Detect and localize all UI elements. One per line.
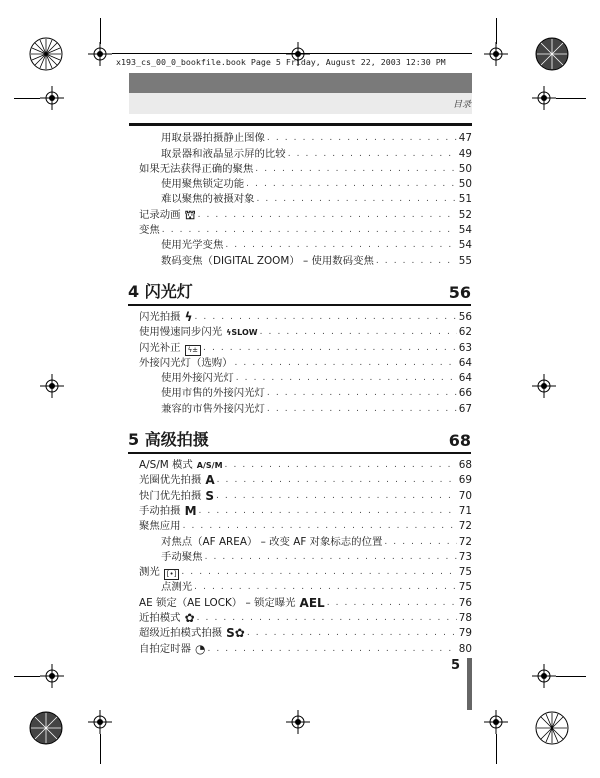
- crosshair-mark-bottom-left: [88, 710, 112, 734]
- toc-entry[interactable]: [139, 340, 472, 355]
- toc-entry-title: 近拍模式: [139, 612, 181, 625]
- toc-entry[interactable]: [139, 146, 472, 161]
- toc-entry-page: 50: [458, 178, 472, 191]
- toc-entry-title: 记录动画: [139, 208, 181, 221]
- toc-entry-title: AE 锁定（AE LOCK） – 锁定曝光: [139, 596, 296, 609]
- registration-mark-bottom-right: [534, 710, 570, 746]
- toc-entry[interactable]: [139, 177, 472, 192]
- toc-entry-page: 64: [458, 356, 472, 369]
- trim-line-bottom-left: [100, 734, 101, 764]
- page-number: 5: [450, 658, 460, 673]
- toc-entry-title: 数码变焦（DIGITAL ZOOM） – 使用数码变焦: [161, 254, 374, 267]
- toc-entry-page: 50: [458, 162, 472, 175]
- toc-entry-page: 69: [458, 474, 472, 487]
- toc-entry-title: 用取景器拍摄静止图像: [161, 132, 265, 145]
- toc-entry-page: 66: [458, 387, 472, 400]
- toc-entry-page: 52: [458, 208, 472, 221]
- toc-entry[interactable]: [139, 580, 472, 595]
- toc-entry-title: 使用光学变焦: [161, 239, 224, 252]
- dot-leader: [267, 402, 457, 417]
- toc-entry-page: 79: [458, 627, 472, 640]
- section-title: 4 闪光灯: [128, 281, 193, 301]
- toc-entry-title: 手动聚焦: [161, 550, 203, 563]
- toc-entry[interactable]: [139, 192, 472, 207]
- toc-entry-title: 点测光: [161, 581, 193, 594]
- mode-symbol-icon: ⛫: [184, 207, 196, 222]
- dot-leader: [376, 254, 457, 269]
- toc-entry-page: 56: [458, 310, 472, 323]
- toc-entry-title: 使用慢速同步闪光: [139, 326, 223, 339]
- toc-entry[interactable]: [139, 325, 472, 340]
- dot-leader: [255, 162, 456, 177]
- toc-entry[interactable]: [139, 223, 472, 238]
- mode-symbol-icon: ✿: [184, 611, 195, 626]
- mode-symbol-icon: S✿: [226, 626, 245, 641]
- dot-leader: [267, 131, 457, 146]
- header-band: [129, 73, 472, 93]
- trim-line-left-bottom: [14, 676, 40, 677]
- header-subband: [129, 93, 472, 114]
- toc-entry-page: 54: [458, 224, 472, 237]
- toc-entry-title: 如果无法获得正确的聚焦: [139, 162, 254, 175]
- toc-entry[interactable]: [139, 595, 472, 610]
- dot-leader: [246, 177, 457, 192]
- crosshair-mark-right-upper: [532, 86, 556, 110]
- dot-leader: [199, 504, 457, 519]
- trim-line-right-top: [556, 98, 586, 99]
- mode-symbol-icon: ϟSLOW: [226, 328, 258, 338]
- toc-section-5-entries: [139, 458, 472, 657]
- print-info: x193_cs_00_0_bookfile.book Page 5 Friday, August 22, 2003 12:30 PM: [116, 57, 446, 67]
- toc-entry-page: 64: [458, 372, 472, 385]
- trim-line-left-top: [14, 98, 40, 99]
- dot-leader: [207, 642, 456, 657]
- toc-entry[interactable]: [139, 131, 472, 146]
- dot-leader: [217, 473, 457, 488]
- toc-entry-page: 75: [458, 566, 472, 579]
- toc-entry-title: A/S/M 模式: [139, 459, 193, 472]
- registration-mark-top-left: [28, 36, 64, 72]
- mode-symbol-icon: ϟ±: [185, 345, 201, 356]
- section-title: 5 高级拍摄: [128, 429, 209, 449]
- toc-entry[interactable]: [139, 207, 472, 222]
- dot-leader: [197, 611, 457, 626]
- crosshair-mark-bottom-right: [484, 710, 508, 734]
- crosshair-mark-left-upper: [40, 86, 64, 110]
- crosshair-mark-top-right: [484, 42, 508, 66]
- trim-line-top-right: [496, 18, 497, 44]
- toc-entry-page: 78: [458, 612, 472, 625]
- section-page: 56: [448, 282, 471, 302]
- dot-leader: [260, 325, 457, 340]
- toc-entry[interactable]: [139, 253, 472, 268]
- toc-entry-page: 72: [458, 520, 472, 533]
- toc-entry[interactable]: [139, 611, 472, 626]
- toc-entry-title: 外接闪光灯（选购）: [139, 356, 233, 369]
- toc-entry-title: 超级近拍模式拍摄: [139, 627, 223, 640]
- toc-entry-page: 55: [458, 254, 472, 267]
- mode-symbol-icon: A/S/M: [196, 461, 223, 471]
- toc-entry[interactable]: [139, 458, 472, 473]
- registration-mark-top-right: [534, 36, 570, 72]
- trim-line-bottom-right: [496, 734, 497, 764]
- toc-entry[interactable]: [139, 550, 472, 565]
- toc-entry-title: 自拍定时器: [139, 642, 191, 655]
- mode-symbol-icon: ϟ: [184, 309, 193, 324]
- toc-entry-title: 测光: [139, 566, 160, 579]
- mode-symbol-icon: M: [184, 503, 197, 518]
- toc-entry-page: 62: [458, 326, 472, 339]
- toc-entry-page: 76: [458, 596, 472, 609]
- toc-entry-title: 快门优先拍摄: [139, 489, 202, 502]
- dot-leader: [236, 371, 457, 386]
- toc-entry-page: 73: [458, 550, 472, 563]
- toc-entry-page: 47: [458, 132, 472, 145]
- toc-entry-page: 72: [458, 535, 472, 548]
- toc-entry-page: 75: [458, 581, 472, 594]
- toc-entry[interactable]: [139, 504, 472, 519]
- dot-leader: [384, 535, 456, 550]
- toc-entry-page: 68: [458, 459, 472, 472]
- dot-leader: [181, 565, 456, 580]
- dot-leader: [247, 626, 457, 641]
- toc-entry-title: 变焦: [139, 224, 160, 237]
- toc-entry-page: 70: [458, 489, 472, 502]
- header-rule: [129, 123, 472, 126]
- mode-symbol-icon: A: [205, 473, 215, 488]
- mode-symbol-icon: [•]: [164, 569, 180, 580]
- section-heading-5: [128, 427, 471, 454]
- toc-entry-title: 兼容的市售外接闪光灯: [161, 402, 265, 415]
- toc-entry-title: 使用外接闪光灯: [161, 372, 234, 385]
- toc-entry-page: 54: [458, 239, 472, 252]
- toc-entry[interactable]: [139, 356, 472, 371]
- registration-mark-bottom-left: [28, 710, 64, 746]
- mode-symbol-icon: AEL: [299, 595, 325, 610]
- toc-entry-title: 对焦点（AF AREA） – 改变 AF 对象标志的位置: [161, 535, 383, 548]
- toc-entry[interactable]: [139, 473, 472, 488]
- toc-entry[interactable]: [139, 534, 472, 549]
- running-head: 目录: [452, 100, 471, 110]
- table-of-contents: [128, 131, 472, 657]
- dot-leader: [267, 386, 457, 401]
- toc-entry[interactable]: [139, 488, 472, 503]
- crosshair-mark-right-lower: [532, 664, 556, 688]
- crosshair-mark-left-lower: [40, 664, 64, 688]
- print-info-rule: [112, 53, 472, 54]
- toc-entry-title: 闪光拍摄: [139, 310, 181, 323]
- toc-entry[interactable]: [139, 238, 472, 253]
- dot-leader: [216, 489, 457, 504]
- toc-entry-page: 71: [458, 504, 472, 517]
- dot-leader: [162, 223, 457, 238]
- toc-entry-title: 闪光补正: [139, 341, 181, 354]
- toc-entry[interactable]: [139, 519, 472, 534]
- toc-entry-page: 80: [458, 642, 472, 655]
- dot-leader: [183, 519, 457, 534]
- crosshair-mark-bottom-center: [286, 710, 310, 734]
- dot-leader: [235, 356, 457, 371]
- toc-entry-title: 使用市售的外接闪光灯: [161, 387, 265, 400]
- toc-entry-title: 聚焦应用: [139, 520, 181, 533]
- toc-entry[interactable]: [139, 565, 472, 580]
- toc-pre-entries: [139, 131, 472, 269]
- toc-entry-page: 67: [458, 402, 472, 415]
- mode-symbol-icon: S: [205, 488, 214, 503]
- toc-entry[interactable]: [139, 162, 472, 177]
- toc-entry-title: 难以聚焦的被摄对象: [161, 193, 255, 206]
- trim-line-top-left: [100, 18, 101, 44]
- crosshair-mark-left-middle: [40, 374, 64, 398]
- section-page: 68: [448, 430, 471, 450]
- section-heading-4: [128, 279, 471, 306]
- toc-entry-title: 手动拍摄: [139, 504, 181, 517]
- toc-entry[interactable]: [139, 401, 472, 416]
- toc-entry[interactable]: [139, 641, 472, 656]
- dot-leader: [257, 192, 457, 207]
- toc-section-4-entries: [139, 310, 472, 417]
- toc-entry[interactable]: [139, 386, 472, 401]
- toc-entry[interactable]: [139, 371, 472, 386]
- dot-leader: [225, 458, 457, 473]
- mode-symbol-icon: ◔: [194, 641, 206, 656]
- dot-leader: [327, 596, 457, 611]
- dot-leader: [288, 147, 457, 162]
- toc-entry-title: 使用聚焦锁定功能: [161, 178, 245, 191]
- dot-leader: [225, 238, 456, 253]
- crosshair-mark-right-middle: [532, 374, 556, 398]
- page-edge-bar: [467, 658, 472, 710]
- toc-entry-title: 取景器和液晶显示屏的比较: [161, 147, 286, 160]
- dot-leader: [194, 310, 456, 325]
- dot-leader: [205, 550, 457, 565]
- toc-entry-page: 63: [458, 341, 472, 354]
- dot-leader: [203, 341, 457, 356]
- trim-line-right-bottom: [556, 676, 586, 677]
- toc-entry[interactable]: [139, 626, 472, 641]
- dot-leader: [194, 580, 457, 595]
- toc-entry[interactable]: [139, 310, 472, 325]
- toc-entry-title: 光圈优先拍摄: [139, 474, 202, 487]
- toc-entry-page: 51: [458, 193, 472, 206]
- dot-leader: [198, 208, 457, 223]
- crosshair-mark-top-left: [88, 42, 112, 66]
- toc-entry-page: 49: [458, 147, 472, 160]
